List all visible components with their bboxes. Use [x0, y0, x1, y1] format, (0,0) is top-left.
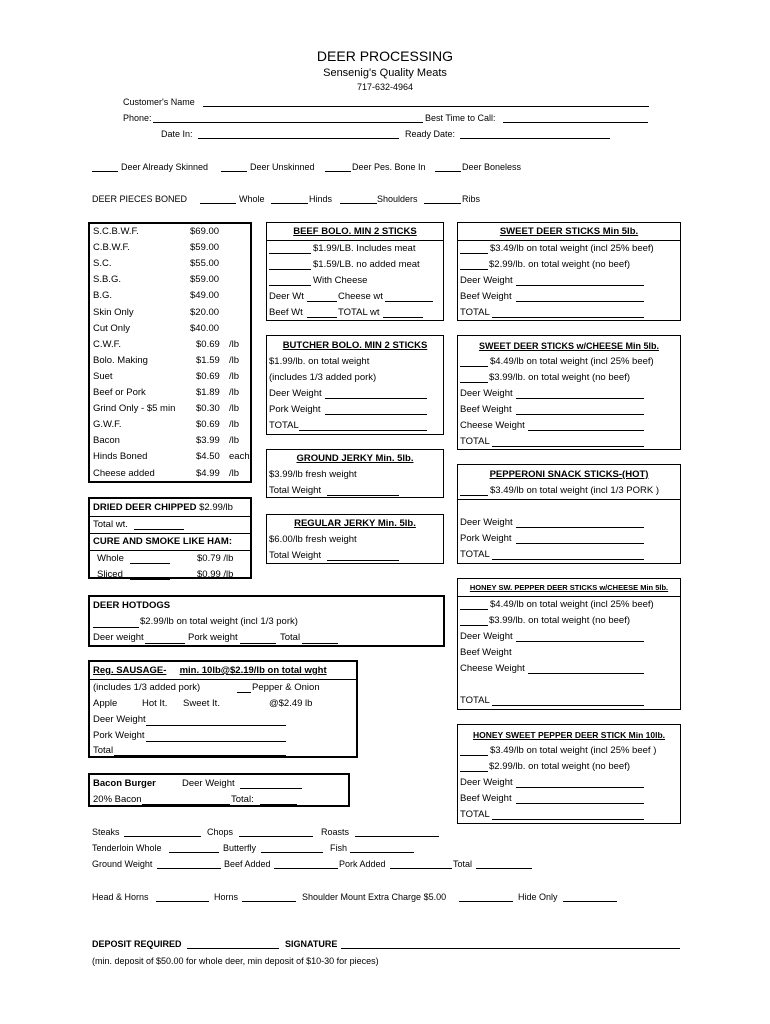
pepperoni-opt1: $3.49/lb on total weight (incl 1/3 PORK ) — [490, 485, 659, 496]
regular-jerky-box — [266, 514, 444, 564]
sweet-cheese-opt1: $4.49/lb on total weight (incl 25% beef) — [490, 356, 654, 367]
butcher-bolo-deer-field[interactable] — [325, 398, 427, 399]
price-item-price: $3.99 — [196, 435, 220, 447]
beef-bolo-opt2: $1.59/LB. no added meat — [313, 259, 420, 270]
sweet-cheese-opt2-field[interactable] — [460, 382, 488, 383]
pepperoni-title: PEPPERONI SNACK STICKS-(HOT) — [489, 469, 649, 480]
regular-jerky-title: REGULAR JERKY Min. 5lb. — [294, 518, 416, 529]
sausage-pork-label: Pork Weight — [93, 730, 145, 741]
beef-bolo-title: BEEF BOLO. MIN 2 STICKS — [293, 226, 417, 237]
customer-name-field[interactable] — [203, 106, 649, 107]
cure-whole-label: Whole — [97, 553, 124, 564]
butterfly-label: Butterfly — [223, 843, 257, 853]
sausage-box — [88, 660, 358, 758]
sausage-apple: Apple — [93, 698, 118, 709]
regular-jerky-price: $6.00/lb fresh weight — [269, 534, 357, 545]
head-horns-label: Head & Horns — [92, 892, 149, 902]
price-item-unit: /lb — [229, 403, 240, 415]
honey-sticks-beef-field[interactable] — [516, 803, 644, 804]
price-row — [90, 305, 250, 321]
price-row — [90, 240, 250, 256]
pieces-ribs-field[interactable] — [424, 203, 461, 204]
pepperoni-box — [457, 464, 681, 564]
bacon-total-field[interactable] — [260, 804, 297, 805]
honey-cheese-title: HONEY SW. PEPPER DEER STICKS w/CHEESE Min 5lb. — [469, 583, 669, 592]
pork-added-label: Pork Added — [339, 859, 386, 869]
sweet-cheese-cheese-label: Cheese Weight — [460, 420, 525, 431]
tenderloin-label: Tenderloin Whole — [92, 843, 162, 853]
price-row — [90, 353, 250, 369]
sweet-cheese-title: SWEET DEER STICKS w/CHEESE Min 5lb. — [478, 341, 660, 351]
hotdogs-title: DEER HOTDOGS — [93, 600, 171, 611]
ready-date-label: Ready Date: — [405, 129, 456, 139]
regular-jerky-total-field[interactable] — [327, 560, 399, 561]
boneless-field[interactable] — [435, 171, 461, 172]
hotdogs-total-field[interactable] — [302, 643, 338, 644]
price-row — [90, 385, 250, 401]
chops-label: Chops — [207, 827, 234, 837]
butcher-bolo-total-label: TOTAL — [269, 420, 299, 431]
butcher-bolo-box — [266, 335, 444, 435]
chipped-total-label: Total wt. — [93, 519, 128, 530]
sweet-sticks-opt1: $3.49/lb on total weight (incl 25% beef) — [490, 243, 654, 254]
tenderloin-field[interactable] — [169, 852, 219, 853]
price-item-price: $0.69 — [196, 370, 220, 382]
beef-bolo-opt1: $1.99/LB. Includes meat — [313, 243, 416, 254]
hotdogs-pork-field[interactable] — [240, 643, 276, 644]
sweet-sticks-box — [457, 222, 681, 321]
beef-bolo-deer-label: Deer Wt — [269, 291, 304, 302]
price-item-name: Bolo. Making — [93, 354, 148, 366]
beef-bolo-box — [266, 222, 444, 321]
honey-sticks-box — [457, 724, 681, 824]
price-item-name: G.W.F. — [93, 419, 122, 431]
sausage-title: Reg. SAUSAGE- min. 10lb@$2.19/lb on total wght — [93, 665, 327, 676]
honey-cheese-opt2: $3.99/lb. on total weight (no beef) — [489, 615, 631, 626]
honey-sticks-total-label: TOTAL — [460, 809, 490, 820]
sweet-cheese-total-label: TOTAL — [460, 436, 490, 447]
shoulder-mount-field[interactable] — [459, 901, 513, 902]
phone-label: Phone: — [123, 113, 152, 123]
pieces-ribs-label: Ribs — [462, 194, 481, 204]
honey-cheese-total-field[interactable] — [492, 705, 644, 706]
honey-cheese-beef-label: Beef Weight — [460, 647, 512, 658]
price-item-unit: /lb — [229, 435, 240, 447]
sweet-cheese-deer-label: Deer Weight — [460, 388, 513, 399]
sweet-cheese-sticks-box — [457, 335, 681, 450]
ground-jerky-title: GROUND JERKY Min. 5lb. — [296, 453, 414, 464]
ground-jerky-box — [266, 449, 444, 498]
beef-added-label: Beef Added — [224, 859, 271, 869]
price-item-price: $4.99 — [196, 467, 220, 479]
pieces-shoulders-field[interactable] — [340, 203, 377, 204]
customer-name-label: Customer's Name — [123, 97, 195, 107]
price-item-name: S.C.B.W.F. — [93, 226, 139, 237]
price-item-price: $1.89 — [196, 387, 220, 398]
cuts-total-field[interactable] — [476, 868, 532, 869]
price-item-unit: /lb — [229, 467, 240, 479]
price-item-price: $59.00 — [190, 242, 220, 254]
price-item-name: Skin Only — [93, 306, 134, 318]
price-list — [88, 222, 252, 483]
honey-cheese-deer-label: Deer Weight — [460, 631, 513, 642]
pieces-whole-label: Whole — [239, 194, 265, 204]
bacon-burger-box — [88, 773, 350, 807]
price-item-price: $0.69 — [196, 338, 220, 350]
honey-sticks-beef-label: Beef Weight — [460, 793, 512, 804]
hotdogs-deer-field[interactable] — [145, 643, 185, 644]
fish-field[interactable] — [350, 852, 414, 853]
business-phone: 717-632-4964 — [356, 82, 414, 92]
butcher-bolo-price: $1.99/lb. on total weight — [269, 356, 370, 367]
sausage-pepper-label: Pepper & Onion — [252, 682, 320, 693]
shoulder-mount-label: Shoulder Mount Extra Charge $5.00 — [302, 892, 447, 902]
pieces-hinds-label: Hinds — [309, 194, 333, 204]
sweet-cheese-opt1-field[interactable] — [460, 366, 488, 367]
price-item-price: $40.00 — [190, 322, 220, 334]
pepperoni-deer-label: Deer Weight — [460, 517, 513, 528]
butcher-bolo-pork-field[interactable] — [325, 414, 427, 415]
honey-sticks-opt1: $3.49/lb on total weight (incl 25% beef ) — [490, 745, 657, 756]
sausage-total-label: Total — [93, 745, 114, 756]
price-item-name: Suet — [93, 370, 113, 382]
price-item-name: Cheese added — [93, 467, 155, 479]
honey-cheese-cheese-label: Cheese Weight — [460, 663, 525, 674]
sweet-cheese-opt2: $3.99/lb. on total weight (no beef) — [489, 372, 631, 383]
price-item-name: C.B.W.F. — [93, 242, 130, 254]
bacon-total-label: Total: — [231, 794, 254, 805]
honey-cheese-opt2-field[interactable] — [460, 625, 488, 626]
beef-bolo-total-field[interactable] — [383, 317, 423, 318]
sausage-deer-label: Deer Weight — [93, 714, 146, 725]
skinned-label: Deer Already Skinned — [121, 162, 209, 172]
price-item-name: Cut Only — [93, 322, 130, 334]
ground-jerky-price: $3.99/lb fresh weight — [269, 469, 357, 480]
sausage-hot: Hot It. — [142, 698, 168, 709]
business-name: Sensenig's Quality Meats — [323, 67, 447, 79]
sweet-sticks-title: SWEET DEER STICKS Min 5lb. — [499, 226, 639, 237]
butterfly-field[interactable] — [261, 852, 323, 853]
sweet-cheese-beef-label: Beef Weight — [460, 404, 512, 415]
price-item-name: C.W.F. — [93, 338, 121, 350]
bacon-pct-field[interactable] — [142, 804, 230, 805]
price-row — [90, 321, 250, 337]
price-item-name: Bacon — [93, 435, 120, 447]
chipped-total-field[interactable] — [134, 529, 184, 530]
honey-sticks-total-field[interactable] — [492, 819, 644, 820]
unskinned-label: Deer Unskinned — [250, 162, 315, 172]
butcher-bolo-pork-label: Pork Weight — [269, 404, 321, 415]
honey-cheese-opt1: $4.49/lb on total weight (incl 25% beef) — [490, 599, 654, 610]
price-item-price: $69.00 — [190, 226, 220, 237]
ground-weight-field[interactable] — [157, 868, 221, 869]
price-item-price: $20.00 — [190, 306, 220, 318]
date-in-field[interactable] — [198, 138, 399, 139]
honey-sticks-opt2: $2.99/lb. on total weight (no beef) — [489, 761, 631, 772]
pepperoni-pork-field[interactable] — [516, 543, 644, 544]
sausage-pork-field[interactable] — [146, 741, 286, 742]
price-row — [90, 401, 250, 417]
pepperoni-total-field[interactable] — [492, 559, 644, 560]
skinned-field[interactable] — [92, 171, 118, 172]
price-item-price: $4.50 — [196, 451, 220, 463]
boneless-label: Deer Boneless — [462, 162, 522, 172]
price-item-unit: each — [229, 451, 250, 463]
sweet-cheese-total-field[interactable] — [492, 446, 644, 447]
sweet-sticks-deer-field[interactable] — [516, 285, 644, 286]
cure-sliced-price: $0.99 /lb — [197, 569, 234, 580]
phone-field[interactable] — [153, 122, 423, 123]
beef-bolo-beef-label: Beef Wt — [269, 307, 303, 318]
cuts-total-label: Total — [453, 859, 473, 869]
price-row — [90, 288, 250, 304]
pieces-whole-field[interactable] — [200, 203, 236, 204]
hotdogs-pork-label: Pork weight — [188, 632, 238, 643]
honey-sticks-deer-label: Deer Weight — [460, 777, 513, 788]
price-item-name: Grind Only - $5 min — [93, 403, 176, 415]
price-item-name: B.G. — [93, 290, 113, 302]
price-item-price: $49.00 — [190, 290, 220, 302]
price-row — [90, 337, 250, 353]
butcher-bolo-total-field[interactable] — [299, 430, 427, 431]
chipped-title: DRIED DEER CHIPPED $2.99/lb — [93, 502, 233, 513]
beef-bolo-beef-field[interactable] — [307, 317, 337, 318]
cure-sliced-label: Sliced — [97, 569, 123, 580]
sweet-cheese-beef-field[interactable] — [516, 414, 644, 415]
honey-cheese-cheese-field[interactable] — [528, 673, 644, 674]
bone-in-label: Deer Pes. Bone In — [352, 162, 426, 172]
beef-bolo-opt3: With Cheese — [313, 275, 368, 286]
beef-bolo-cheese-field[interactable] — [385, 301, 433, 302]
honey-cheese-deer-field[interactable] — [516, 641, 644, 642]
honey-cheese-total-label: TOTAL — [460, 695, 490, 706]
price-row — [90, 369, 250, 385]
sweet-sticks-opt2-field[interactable] — [460, 269, 488, 270]
sweet-sticks-opt2: $2.99/lb. on total weight (no beef) — [489, 259, 631, 270]
signature-field[interactable] — [341, 948, 680, 949]
sweet-sticks-deer-label: Deer Weight — [460, 275, 513, 286]
pieces-label: DEER PIECES BONED — [92, 194, 188, 204]
price-row — [90, 256, 250, 272]
chops-field[interactable] — [239, 836, 313, 837]
price-row — [90, 449, 250, 465]
sausage-pepper-field[interactable] — [237, 692, 251, 693]
price-item-name: S.C. — [93, 258, 112, 270]
price-item-name: Hinds Boned — [93, 451, 148, 463]
honey-sticks-deer-field[interactable] — [516, 787, 644, 788]
deposit-note: (min. deposit of $50.00 for whole deer, min deposit of $10-30 for pieces) — [92, 956, 379, 966]
pepperoni-deer-field[interactable] — [516, 527, 644, 528]
sweet-sticks-opt1-field[interactable] — [460, 253, 488, 254]
sweet-cheese-cheese-field[interactable] — [528, 430, 644, 431]
honey-sticks-opt2-field[interactable] — [460, 771, 488, 772]
price-item-unit: /lb — [229, 387, 240, 398]
butcher-bolo-deer-label: Deer Weight — [269, 388, 322, 399]
date-in-label: Date In: — [161, 129, 193, 139]
hotdogs-option-field[interactable] — [93, 627, 139, 628]
butcher-bolo-title: BUTCHER BOLO. MIN 2 STICKS — [282, 340, 428, 351]
sweet-sticks-beef-label: Beef Weight — [460, 291, 512, 302]
beef-bolo-opt3-field[interactable] — [269, 285, 311, 286]
pieces-hinds-field[interactable] — [271, 203, 308, 204]
price-item-unit: /lb — [229, 338, 240, 350]
hotdogs-deer-label: Deer weight — [93, 632, 144, 643]
price-item-price: $55.00 — [190, 258, 220, 270]
price-row — [90, 224, 250, 240]
horns-label: Horns — [214, 892, 239, 902]
cure-whole-field[interactable] — [130, 563, 170, 564]
bacon-deer-field[interactable] — [240, 788, 302, 789]
beef-bolo-opt2-field[interactable] — [269, 269, 311, 270]
price-item-name: Beef or Pork — [93, 387, 146, 398]
steaks-label: Steaks — [92, 827, 120, 837]
roasts-label: Roasts — [321, 827, 350, 837]
ground-jerky-total-label: Total Weight — [269, 485, 322, 496]
bone-in-field[interactable] — [325, 171, 351, 172]
price-item-name: S.B.G. — [93, 274, 121, 286]
butcher-bolo-note: (includes 1/3 added pork) — [269, 372, 377, 383]
price-item-unit: /lb — [229, 354, 240, 366]
pepperoni-pork-label: Pork Weight — [460, 533, 512, 544]
price-row — [90, 272, 250, 288]
beef-added-field[interactable] — [274, 868, 338, 869]
deposit-field[interactable] — [187, 948, 279, 949]
bacon-deer-label: Deer Weight — [182, 778, 235, 789]
cure-whole-price: $0.79 /lb — [197, 553, 234, 564]
deposit-label: DEPOSIT REQUIRED — [92, 939, 182, 949]
price-row — [90, 433, 250, 449]
honey-cheese-opt1-field[interactable] — [460, 609, 488, 610]
price-item-unit: /lb — [229, 370, 240, 382]
sweet-sticks-total-field[interactable] — [492, 317, 644, 318]
bacon-pct-label: 20% Bacon — [93, 794, 142, 805]
dried-deer-chipped-box — [88, 497, 252, 579]
hotdogs-total-label: Total — [280, 632, 301, 643]
pepperoni-total-label: TOTAL — [460, 549, 490, 560]
honey-sticks-title: HONEY SWEET PEPPER DEER STICK Min 10lb. — [472, 730, 666, 740]
price-item-price: $0.69 — [196, 419, 220, 431]
beef-bolo-opt1-field[interactable] — [269, 253, 311, 254]
deer-hotdogs-box — [88, 595, 445, 647]
ground-jerky-total-field[interactable] — [327, 495, 399, 496]
pork-added-field[interactable] — [390, 868, 452, 869]
hide-only-label: Hide Only — [518, 892, 558, 902]
price-item-price: $1.59 — [196, 354, 220, 366]
roasts-field[interactable] — [355, 836, 439, 837]
unskinned-field[interactable] — [221, 171, 247, 172]
hide-only-field[interactable] — [563, 901, 617, 902]
steaks-field[interactable] — [124, 836, 201, 837]
cure-sliced-field[interactable] — [130, 579, 170, 580]
beef-bolo-total-label: TOTAL wt — [338, 307, 380, 318]
fish-label: Fish — [330, 843, 348, 853]
sweet-sticks-total-label: TOTAL — [460, 307, 490, 318]
price-item-unit: /lb — [229, 419, 240, 431]
ready-date-field[interactable] — [460, 138, 610, 139]
sausage-total-field[interactable] — [114, 755, 286, 756]
horns-field[interactable] — [242, 901, 296, 902]
pepperoni-opt1-field[interactable] — [460, 495, 488, 496]
sweet-cheese-deer-field[interactable] — [516, 398, 644, 399]
price-item-price: $59.00 — [190, 274, 220, 286]
sausage-deer-field[interactable] — [146, 725, 286, 726]
cure-title: CURE AND SMOKE LIKE HAM: — [93, 536, 232, 547]
price-item-price: $0.30 — [196, 403, 220, 415]
beef-bolo-deer-field[interactable] — [307, 301, 337, 302]
honey-sticks-opt1-field[interactable] — [460, 755, 488, 756]
sausage-line1: (includes 1/3 added pork) — [93, 682, 201, 693]
best-time-label: Best Time to Call: — [425, 113, 496, 123]
regular-jerky-total-label: Total Weight — [269, 550, 322, 561]
honey-cheese-sticks-box — [457, 578, 681, 710]
head-horns-field[interactable] — [156, 901, 209, 902]
bacon-title: Bacon Burger — [93, 778, 156, 789]
price-row — [90, 466, 250, 482]
beef-bolo-cheese-label: Cheese wt — [338, 291, 383, 302]
ground-weight-label: Ground Weight — [92, 859, 153, 869]
page-title: DEER PROCESSING — [316, 48, 454, 64]
sausage-sweet: Sweet It. — [183, 698, 220, 709]
hotdogs-price: $2.99/lb on total weight (incl 1/3 pork) — [140, 616, 298, 627]
pieces-shoulders-label: Shoulders — [377, 194, 418, 204]
signature-label: SIGNATURE — [285, 939, 338, 949]
sausage-price: @$2.49 lb — [269, 698, 313, 709]
sweet-sticks-beef-field[interactable] — [516, 301, 644, 302]
best-time-field[interactable] — [503, 122, 648, 123]
price-row — [90, 417, 250, 433]
